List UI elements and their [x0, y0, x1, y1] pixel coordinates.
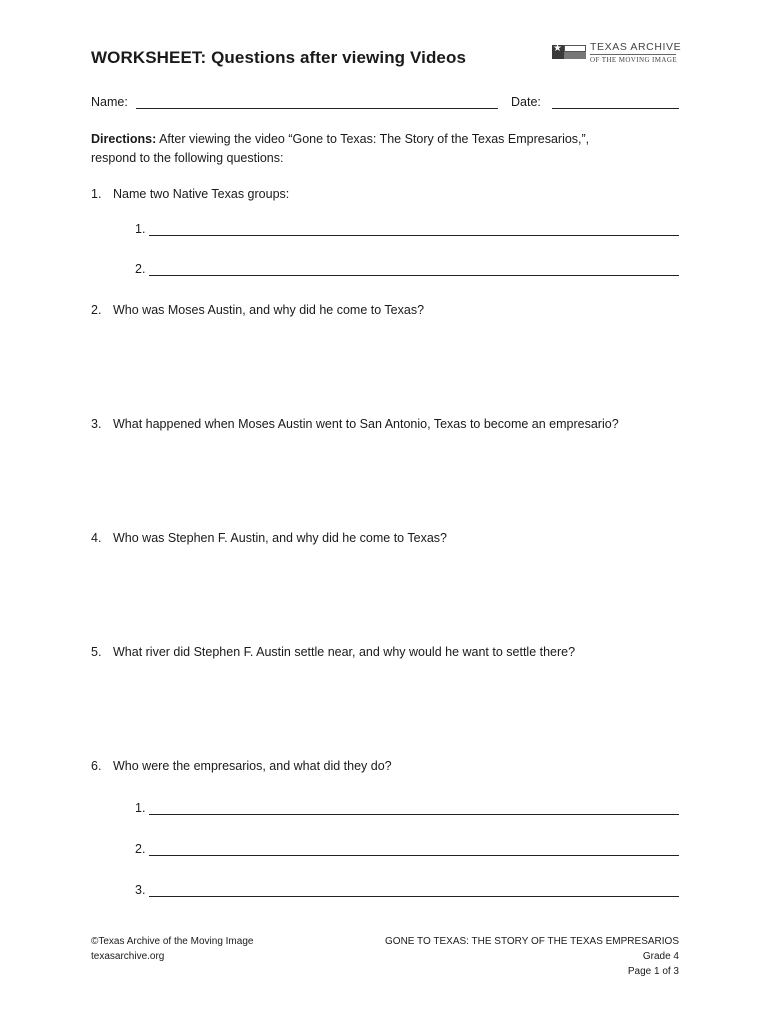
answer-line[interactable]	[149, 275, 679, 276]
texas-flag-icon	[552, 45, 586, 59]
name-field[interactable]	[136, 108, 498, 109]
footer-website: texasarchive.org	[91, 951, 165, 962]
question-number: 2.	[91, 303, 102, 317]
footer-right	[385, 934, 679, 979]
answer-number: 3.	[135, 883, 146, 897]
answer-number: 1.	[135, 222, 146, 236]
question-text: Who was Moses Austin, and why did he come to Texas?	[113, 303, 425, 317]
logo-line-2: OF THE MOVING IMAGE	[590, 56, 677, 64]
answer-line[interactable]	[149, 896, 679, 897]
footer-video-title: GONE TO TEXAS: THE STORY OF THE TEXAS EMPRESARIOS	[385, 936, 679, 947]
footer-left	[91, 934, 253, 964]
question-number: 5.	[91, 645, 102, 659]
answer-line[interactable]	[149, 855, 679, 856]
question-number: 6.	[91, 759, 102, 773]
page-title: WORKSHEET: Questions after viewing Videos	[91, 48, 467, 67]
footer-grade: Grade 4	[642, 951, 679, 962]
question-text: What happened when Moses Austin went to San Antonio, Texas to become an empresario?	[113, 417, 619, 431]
directions-label: Directions:	[91, 132, 157, 146]
answer-line[interactable]	[149, 235, 679, 236]
question-text: Name two Native Texas groups:	[113, 187, 290, 201]
answer-number: 2.	[135, 262, 146, 276]
footer-page-number: Page 1 of 3	[627, 966, 679, 977]
answer-line[interactable]	[149, 814, 679, 815]
question-text: Who were the empresarios, and what did they do?	[113, 759, 392, 773]
question-text: What river did Stephen F. Austin settle near, and why would he want to settle there?	[113, 645, 576, 659]
question-number: 3.	[91, 417, 102, 431]
directions-line-2: respond to the following questions:	[91, 151, 284, 165]
directions-text-1: After viewing the video “Gone to Texas: The Story of the Texas Empresarios,”,	[156, 132, 590, 146]
texas-archive-logo	[552, 41, 682, 67]
logo-divider	[590, 54, 676, 55]
question-text: Who was Stephen F. Austin, and why did he come to Texas?	[113, 531, 447, 545]
answer-number: 2.	[135, 842, 146, 856]
question-number: 4.	[91, 531, 102, 545]
logo-line-1: TEXAS ARCHIVE	[590, 41, 682, 53]
answer-number: 1.	[135, 801, 146, 815]
footer-copyright: ©Texas Archive of the Moving Image	[91, 936, 254, 947]
directions-line-1	[91, 132, 589, 146]
date-label: Date:	[511, 95, 541, 109]
name-label: Name:	[91, 95, 128, 109]
date-field[interactable]	[552, 108, 679, 109]
question-number: 1.	[91, 187, 102, 201]
